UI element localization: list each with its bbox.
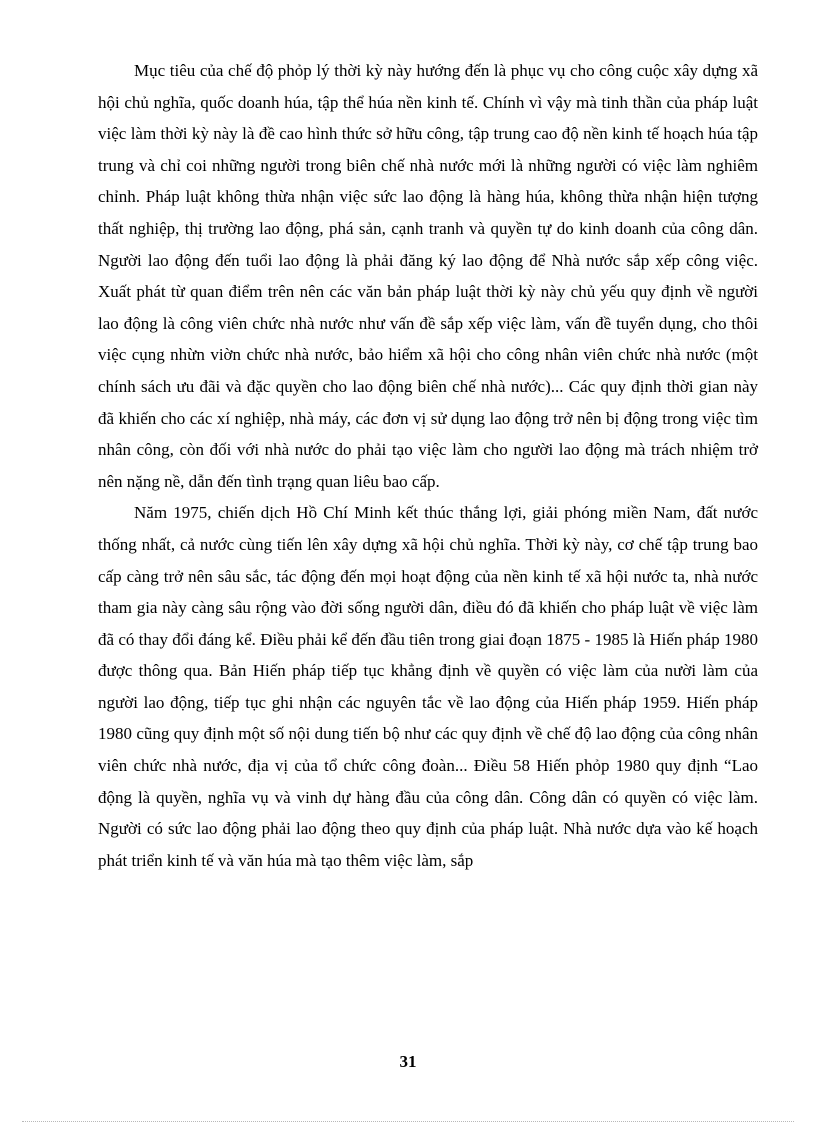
page-number: 31 xyxy=(399,1052,417,1071)
document-body xyxy=(98,55,758,876)
paragraph-2: Năm 1975, chiến dịch Hồ Chí Minh kết thúc thắng lợi, giải phóng miền Nam, đất nước thống nhất, cả nước cùng tiến lên xây dựng xã hội chủ nghĩa. Thời kỳ này, cơ chế tập trung bao cấp càng trở nên sâu sắc, tác động đến mọi hoạt động của nền kinh tế xã hội nước ta, nhà nước tham gia này càng sâu rộng vào đời sống người dân, điều đó đã khiến cho pháp luật về việc làm đã có thay đổi đáng kể. Điều phải kể đến đầu tiên trong giai đoạn 1875 - 1985 là Hiến pháp 1980 được thông qua. Bản Hiến pháp tiếp tục khẳng định về quyền có việc làm của nười làm của người lao động, tiếp tục ghi nhận các nguyên tắc về lao động của Hiến pháp 1959. Hiến pháp 1980 cũng quy định một số nội dung tiến bộ như các quy định về chế độ lao động của công nhân viên chức nhà nước, địa vị của tổ chức công đoàn... Điều 58 Hiến phỏp 1980 quy định “Lao động là quyền, nghĩa vụ và vinh dự hàng đầu của công dân. Công dân có quyền có việc làm. Người có sức lao động phải lao động theo quy định của pháp luật. Nhà nước dựa vào kế hoạch phát triển kinh tế và văn húa mà tạo thêm việc làm, sắp xyxy=(98,503,758,870)
paragraph-1: Mục tiêu của chế độ phỏp lý thời kỳ này hướng đến là phục vụ cho công cuộc xây dựng xã hội chủ nghĩa, quốc doanh húa, tập thể húa nền kinh tế. Chính vì vậy mà tinh thần của pháp luật việc làm thời kỳ này là đề cao hình thức sở hữu công, tập trung cao độ nền kinh tế hoạch húa tập trung và chỉ coi những người trong biên chế nhà nước mới là những người có việc làm nghiêm chỉnh. Pháp luật không thừa nhận việc sức lao động là hàng húa, không thừa nhận hiện tượng thất nghiệp, thị trường lao động, phá sản, cạnh tranh và quyền tự do kinh doanh của công dân. Người lao động đến tuổi lao động là phải đăng ký lao động để Nhà nước sắp xếp công việc. Xuất phát từ quan điểm trên nên các văn bản pháp luật thời kỳ này chủ yếu quy định về người lao động là công viên chức nhà nước như vấn đề sắp xếp việc làm, vấn đề tuyển dụng, cho thôi việc cụng nhừn viờn chức nhà nước, bảo hiểm xã hội cho công nhân viên chức nhà nước (một chính sách ưu đãi và đặc quyền cho lao động biên chế nhà nước)... Các quy định thời gian này đã khiến cho các xí nghiệp, nhà máy, các đơn vị sử dụng lao động trở nên bị động trong việc tìm nhân công, còn đối với nhà nước do phải tạo việc làm cho người lao động mà trách nhiệm trở nên nặng nề, dẫn đến tình trạng quan liêu bao cấp. xyxy=(98,61,758,491)
page-bottom-divider xyxy=(22,1121,794,1122)
